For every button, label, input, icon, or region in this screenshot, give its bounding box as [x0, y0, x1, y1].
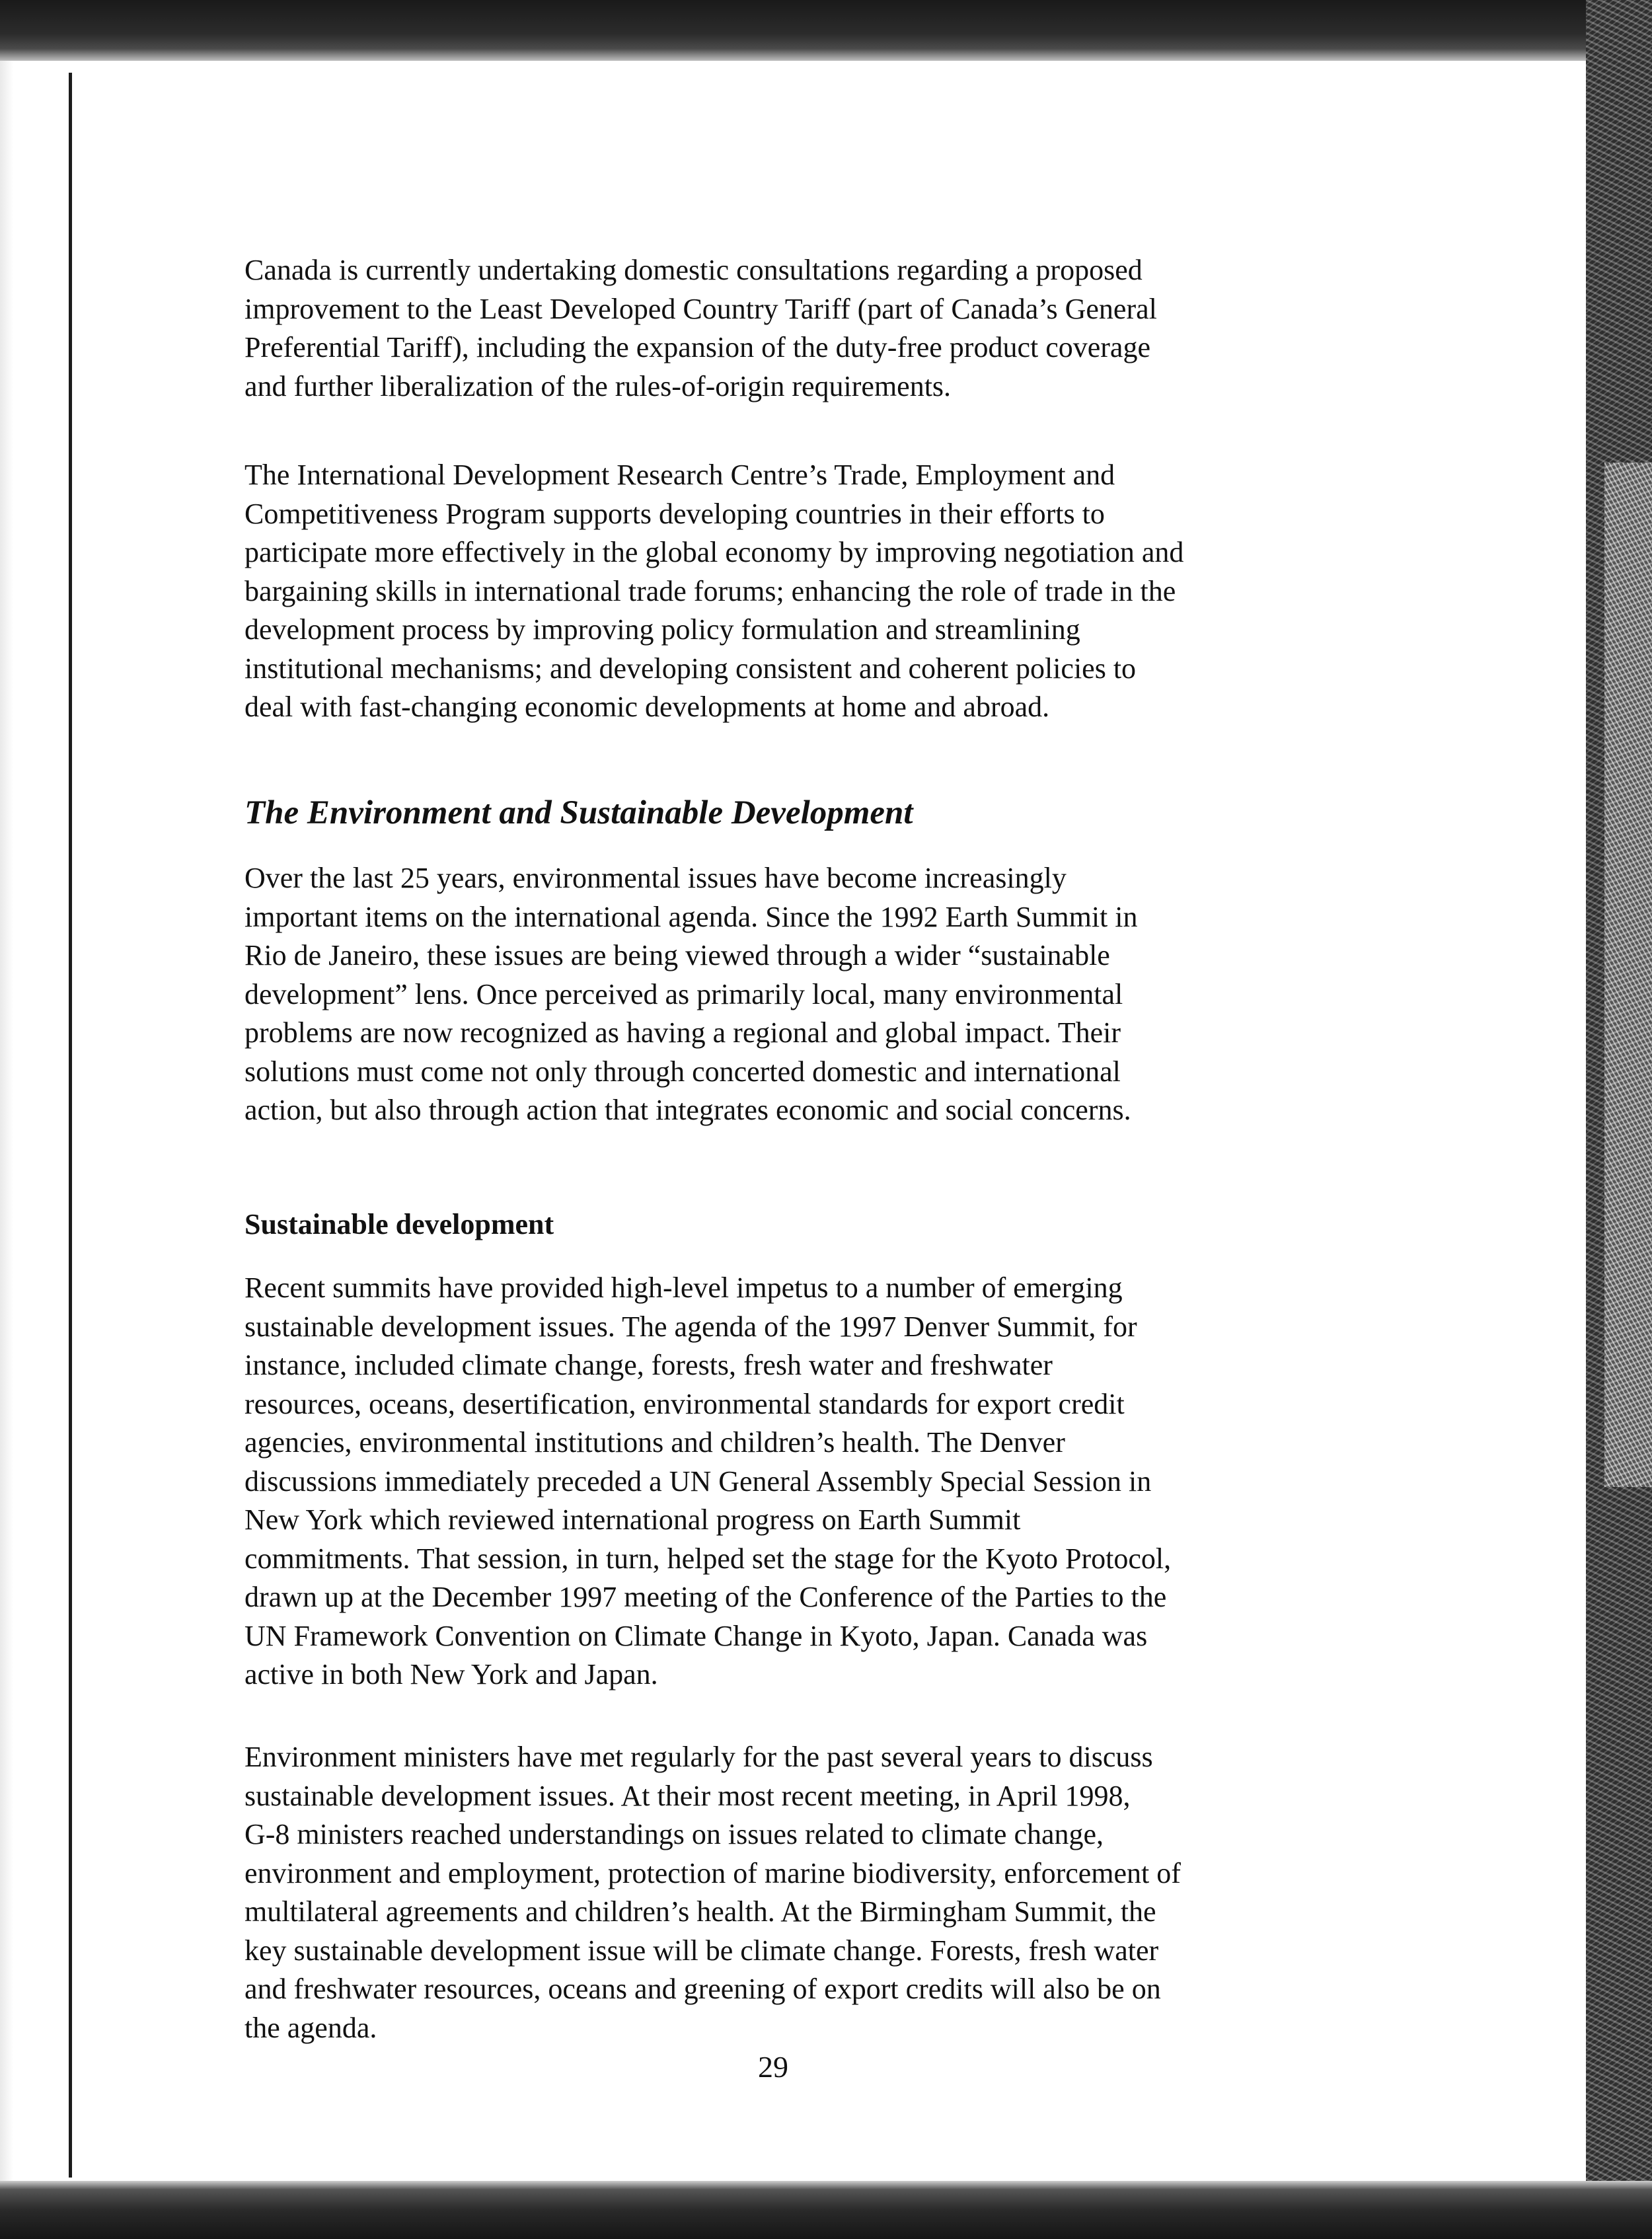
binding-edge-line	[69, 73, 72, 2178]
subsection-heading: Sustainable development	[244, 1208, 554, 1240]
text-line: commitments. That session, in turn, helped set the stage for the Kyoto Protocol,	[244, 1542, 1172, 1575]
text-line: and freshwater resources, oceans and greening of export credits will also be on	[244, 1973, 1161, 2005]
text-line: drawn up at the December 1997 meeting of the Conference of the Parties to the	[244, 1581, 1167, 1613]
scan-noise-right	[1604, 463, 1652, 1487]
paragraph-summits	[244, 1269, 1171, 1694]
text-line: multilateral agreements and children’s health. At the Birmingham Summit, the	[244, 1895, 1156, 1928]
text-line: solutions must come not only through concerted domestic and international	[244, 1055, 1121, 1088]
text-line: key sustainable development issue will be climate change. Forests, fresh water	[244, 1934, 1159, 1967]
text-line: deal with fast-changing economic developments at home and abroad.	[244, 691, 1050, 723]
text-line: environment and employment, protection of marine biodiversity, enforcement of	[244, 1856, 1181, 1889]
text-line: participate more effectively in the global economy by improving negotiation and	[244, 536, 1184, 568]
text-line: important items on the international agenda. Since the 1992 Earth Summit in	[244, 900, 1138, 933]
paragraph-ministers	[244, 1738, 1181, 2047]
text-line: improvement to the Least Developed Country Tariff (part of Canada’s General	[244, 292, 1157, 325]
scan-border-bottom	[0, 2181, 1652, 2239]
text-line: instance, included climate change, forests, fresh water and freshwater	[244, 1349, 1053, 1381]
text-line: Recent summits have provided high-level impetus to a number of emerging	[244, 1271, 1123, 1304]
section-heading: The Environment and Sustainable Development	[244, 794, 913, 831]
text-line: Canada is currently undertaking domestic consultations regarding a proposed	[244, 254, 1143, 286]
text-line: discussions immediately preceded a UN General Assembly Special Session in	[244, 1464, 1152, 1498]
text-line: institutional mechanisms; and developing consistent and coherent policies to	[244, 652, 1137, 685]
text-line: sustainable development issues. The agenda of the 1997 Denver Summit, for	[244, 1310, 1137, 1343]
text-line: New York which reviewed international progress on Earth Summit	[244, 1503, 1021, 1536]
scan-border-top	[0, 0, 1652, 61]
text-line: Environment ministers have met regularly for the past several years to discuss	[244, 1741, 1153, 1773]
text-line: Rio de Janeiro, these issues are being viewed through a wider “sustainable	[244, 939, 1110, 971]
text-line: action, but also through action that integrates economic and social concerns.	[244, 1094, 1131, 1126]
page-number: 29	[758, 2050, 788, 2084]
text-line: agencies, environmental institutions and children’s health. The Denver	[244, 1426, 1065, 1459]
text-line: Preferential Tariff), including the expansion of the duty-free product coverage	[244, 331, 1150, 363]
text-line: bargaining skills in international trade forums; enhancing the role of trade in the	[244, 574, 1176, 607]
text-line: Competitiveness Program supports developing countries in their efforts to	[244, 497, 1105, 530]
text-line: development” lens. Once perceived as primarily local, many environmental	[244, 977, 1123, 1010]
text-line: sustainable development issues. At their most recent meeting, in April 1998,	[244, 1779, 1131, 1812]
scan-border-left	[0, 61, 13, 2182]
text-line: problems are now recognized as having a regional and global impact. Their	[244, 1016, 1121, 1049]
text-line: Over the last 25 years, environmental issues have become increasingly	[244, 862, 1067, 894]
text-line: and further liberalization of the rules-of-origin requirements.	[244, 369, 952, 402]
text-line: The International Development Research Centre’s Trade, Employment and	[244, 459, 1115, 491]
text-line: UN Framework Convention on Climate Change in Kyoto, Japan. Canada was	[244, 1619, 1148, 1652]
text-line: development process by improving policy formulation and streamlining	[244, 613, 1080, 646]
text-line: the agenda.	[244, 2011, 377, 2044]
paragraph-tariff	[244, 251, 1157, 406]
paragraph-idrc	[244, 456, 1183, 727]
text-line: G-8 ministers reached understandings on issues related to climate change,	[244, 1818, 1104, 1850]
text-line: active in both New York and Japan.	[244, 1658, 658, 1690]
paragraph-environment	[244, 859, 1138, 1130]
text-line: resources, oceans, desertification, environmental standards for export credit	[244, 1387, 1125, 1420]
